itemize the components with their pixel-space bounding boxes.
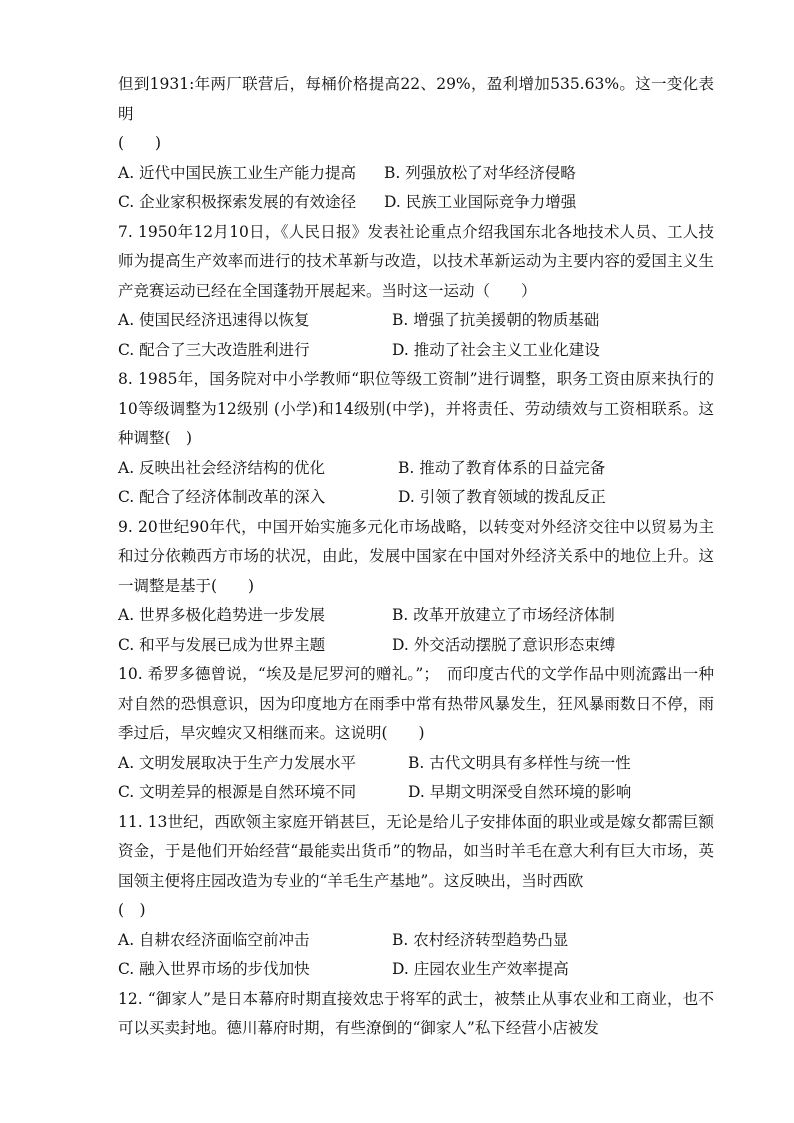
q6-options-row-2	[118, 188, 714, 218]
q9-option-b: B. 改革开放建立了市场经济体制	[392, 606, 615, 624]
q6-option-d: D. 民族工业国际竞争力增强	[384, 193, 577, 211]
q9-options-row-1	[118, 601, 714, 631]
q7-option-c: C. 配合了三大改造胜利进行	[118, 340, 310, 359]
q7-options-row-2	[118, 336, 714, 366]
q10-option-a: A. 文明发展取决于生产力发展水平	[118, 753, 357, 772]
q9-stem: 9. 20世纪90年代，中国开始实施多元化市场战略，以转变对外经济交往中以贸易为主和过分依赖西方市场的状况，由此，发展中国家在中国对外经济关系中的地位上升。这一调整是基于( )	[118, 517, 714, 595]
q11-option-a: A. 自耕农经济面临空前冲击	[118, 930, 310, 949]
q12-stem: 12. “御家人”是日本幕府时期直接效忠于将军的武士，被禁止从事农业和工商业，也不可以买卖封地。德川幕府时期，有些潦倒的“御家人”私下经营小店被发	[118, 989, 714, 1037]
exam-page	[118, 70, 714, 1044]
q7-stem: 7. 1950年12月10日，《人民日报》发表社论重点介绍我国东北各地技术人员、工人技师为提高生产效率而进行的技术革新与改造，以技术革新运动为主要内容的爱国主义生产竞赛运动已经在全国蓬勃开展起来。当时这一运动（ ）	[118, 222, 714, 300]
q10-option-d: D. 早期文明深受自然环境的影响	[408, 783, 632, 801]
q9-option-a: A. 世界多极化趋势进一步发展	[118, 606, 326, 624]
q7-option-d: D. 推动了社会主义工业化建设	[392, 340, 600, 359]
q11-options-row-2	[118, 955, 714, 985]
q9-options-row-2	[118, 631, 714, 661]
q6-options-row-1	[118, 159, 714, 189]
q11-stem: 11. 13世纪，西欧领主家庭开销甚巨，无论是给儿子安排体面的职业或是嫁女都需巨额资金，于是他们开始经营“最能卖出货币”的物品，如当时羊毛在意大利有巨大市场，英国领主便将庄园改造为专业的“羊毛生产基地”。这反映出，当时西欧	[118, 812, 714, 890]
q10-option-b: B. 古代文明具有多样性与统一性	[408, 753, 631, 772]
q8-option-d: D. 引领了教育领域的拨乱反正	[398, 488, 606, 506]
q9-option-c: C. 和平与发展已成为世界主题	[118, 635, 326, 654]
q11-option-b: B. 农村经济转型趋势凸显	[392, 930, 569, 949]
q7-options-row-1	[118, 306, 714, 336]
q6-stem: 但到1931:年两厂联营后，每桶价格提高22、29%，盈利增加535.63%。这一变化表明	[118, 75, 714, 123]
q11-options-row-1	[118, 926, 714, 956]
q7-option-a: A. 使国民经济迅速得以恢复	[118, 311, 310, 329]
q9-option-d: D. 外交活动摆脱了意识形态束缚	[392, 635, 616, 654]
q8-stem: 8. 1985年，国务院对中小学教师“职位等级工资制”进行调整，职务工资由原来执行的10等级调整为12级别 (小学)和14级别(中学)，并将责任、劳动绩效与工资相联系。这种调整( )	[118, 370, 714, 447]
q10-options-row-2	[118, 778, 714, 808]
q11-option-d: D. 庄园农业生产效率提高	[392, 960, 569, 978]
q6-option-a: A. 近代中国民族工业生产能力提高	[118, 163, 357, 182]
q7-option-b: B. 增强了抗美援朝的物质基础	[392, 311, 600, 329]
q11-option-c: C. 融入世界市场的步伐加快	[118, 960, 310, 978]
q6-option-b: B. 列强放松了对华经济侵略	[384, 163, 576, 182]
q11-answer-paren: ( )	[118, 901, 146, 919]
q10-option-c: C. 文明差异的根源是自然环境不同	[118, 783, 357, 801]
q6-answer-paren: ( )	[118, 134, 162, 152]
q10-stem: 10. 希罗多德曾说，“埃及是尼罗河的赠礼。”； 而印度古代的文学作品中则流露出一种对自然的恐惧意识，因为印度地方在雨季中常有热带风暴发生，狂风暴雨数日不停，雨季过后，旱灾蝗灾又相继而来。这说明( )	[118, 665, 714, 742]
q8-options-row-2	[118, 483, 714, 513]
q8-option-b: B. 推动了教育体系的日益完备	[398, 458, 606, 477]
q8-option-c: C. 配合了经济体制改革的深入	[118, 488, 326, 506]
q10-options-row-1	[118, 749, 714, 779]
q8-option-a: A. 反映出社会经济结构的优化	[118, 458, 326, 477]
q8-options-row-1	[118, 454, 714, 484]
q6-option-c: C. 企业家积极探索发展的有效途径	[118, 193, 357, 211]
